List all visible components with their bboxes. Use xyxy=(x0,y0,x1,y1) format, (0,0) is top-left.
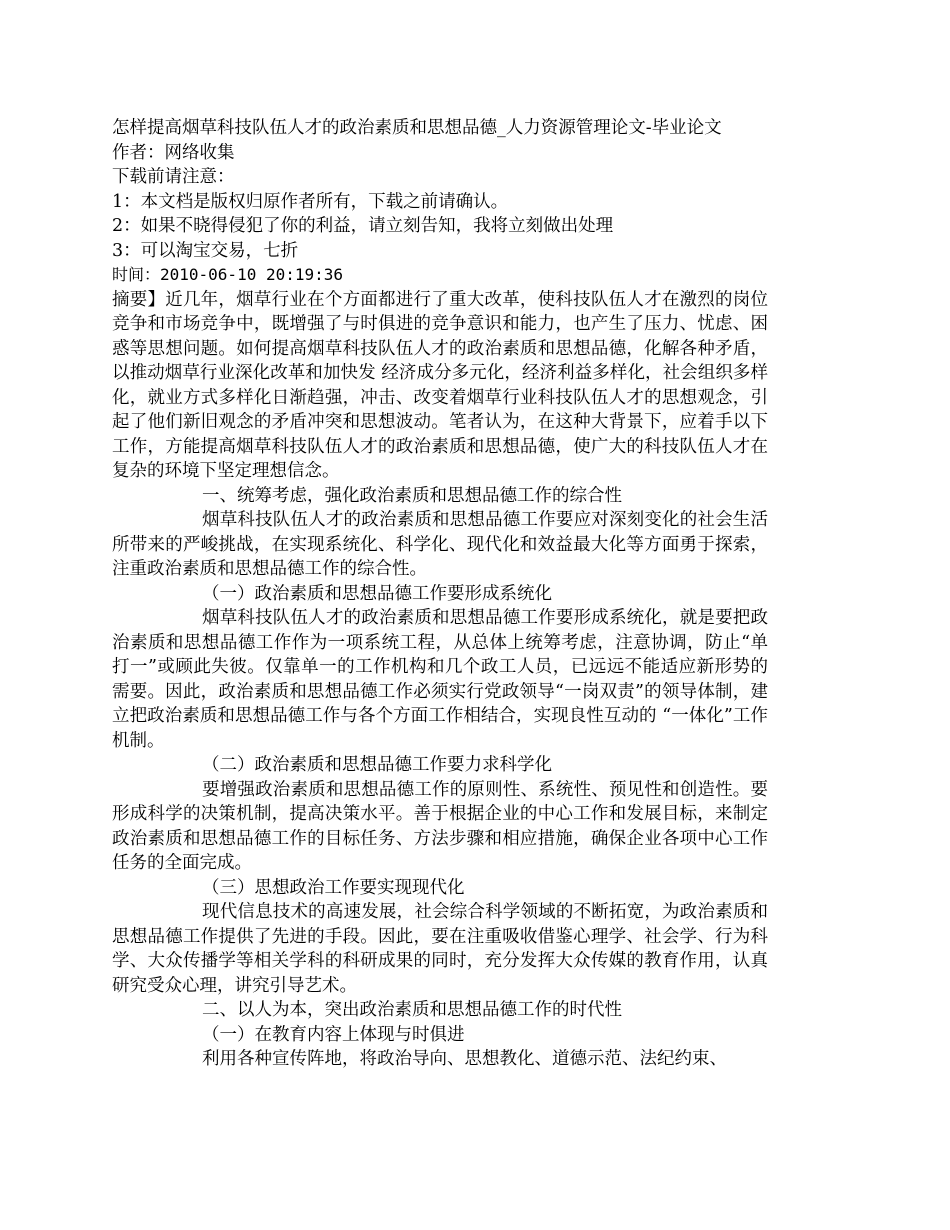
section2-sub1-heading: （一）在教育内容上体现与时俱进 xyxy=(202,1024,465,1045)
section1-sub2-body: 要增强政治素质和思想品德工作的原则性、系统性、预见性和创造性。要形成科学的决策机制，提高决策水平。善于根据企业的中心工作和发展目标，来制定政治素质和思想品德工作的目标任务、方法步骤和相应措施，确保企业各项中心工作任务的全面完成。 xyxy=(112,779,768,873)
section1-intro: 烟草科技队伍人才的政治素质和思想品德工作要应对深刻变化的社会生活所带来的严峻挑战，在实现系统化、科学化、现代化和效益最大化等方面勇于探索，注重政治素质和思想品德工作的综合性。 xyxy=(112,510,768,579)
section1-sub2-heading: （二）政治素质和思想品德工作要力求科学化 xyxy=(202,755,552,775)
document-page xyxy=(112,116,768,1072)
section1-heading: 一、统筹考虑，强化政治素质和思想品德工作的综合性 xyxy=(202,485,622,506)
notice-header: 下载前请注意： xyxy=(112,167,235,187)
notice-item-3: 3：可以淘宝交易，七折 xyxy=(112,240,299,261)
section2-sub1-body: 利用各种宣传阵地，将政治导向、思想教化、道德示范、法纪约束、 xyxy=(202,1049,727,1069)
notice-item-2: 2：如果不晓得侵犯了你的利益，请立刻告知，我将立刻做出处理 xyxy=(112,216,614,236)
timestamp-line: 时间：2010-06-10 20:19:36 xyxy=(112,265,344,284)
notice-item-1: 1：本文档是版权归原作者所有，下载之前请确认。 xyxy=(112,191,509,212)
author-line: 作者：网络收集 xyxy=(112,142,235,163)
section1-sub3-body: 现代信息技术的高速发展，社会综合科学领域的不断拓宽，为政治素质和思想品德工作提供了先进的手段。因此，要在注重吸收借鉴心理学、社会学、行为科学、大众传播学等相关学科的科研成果的同时，充分发挥大众传媒的教育作用，认真研究受众心理，讲究引导艺术。 xyxy=(112,902,768,996)
document-title: 怎样提高烟草科技队伍人才的政治素质和思想品德_人力资源管理论文-毕业论文 xyxy=(112,118,722,138)
section1-sub3-heading: （三）思想政治工作要实现现代化 xyxy=(202,877,465,898)
section1-sub1-body: 烟草科技队伍人才的政治素质和思想品德工作要形成系统化，就是要把政治素质和思想品德工作作为一项系统工程，从总体上统筹考虑，注意协调，防止“单打一”或顾此失彼。仅靠单一的工作机构和几个政工人员，已远远不能适应新形势的需要。因此，政治素质和思想品德工作必须实行党政领导“一岗双责”的领导体制，建立把政治素质和思想品德工作与各个方面工作相结合，实现良性互动的 “一体化”工作机制。 xyxy=(112,608,768,751)
section2-heading: 二、以人为本，突出政治素质和思想品德工作的时代性 xyxy=(202,1000,622,1020)
abstract-paragraph: 摘要】近几年，烟草行业在个方面都进行了重大改革，使科技队伍人才在激烈的岗位竞争和市场竞争中，既增强了与时俱进的竞争意识和能力，也产生了压力、忧虑、困惑等思想问题。如何提高烟草科技队伍人才的政治素质和思想品德，化解各种矛盾，以推动烟草行业深化改革和加快发 经济成分多元化，经济利益多样化，社会组织多样化，就业方式多样化日渐趋强，冲击、改变着烟草行业科技队伍人才的思想观念，引起了他们新旧观念的矛盾冲突和思想波动。笔者认为，在这种大背景下，应着手以下工作，方能提高烟草科技队伍人才的政治素质和思想品德，使广大的科技队伍人才在复杂的环境下坚定理想信念。 xyxy=(112,289,768,481)
section1-sub1-heading: （一）政治素质和思想品德工作要形成系统化 xyxy=(202,583,552,604)
